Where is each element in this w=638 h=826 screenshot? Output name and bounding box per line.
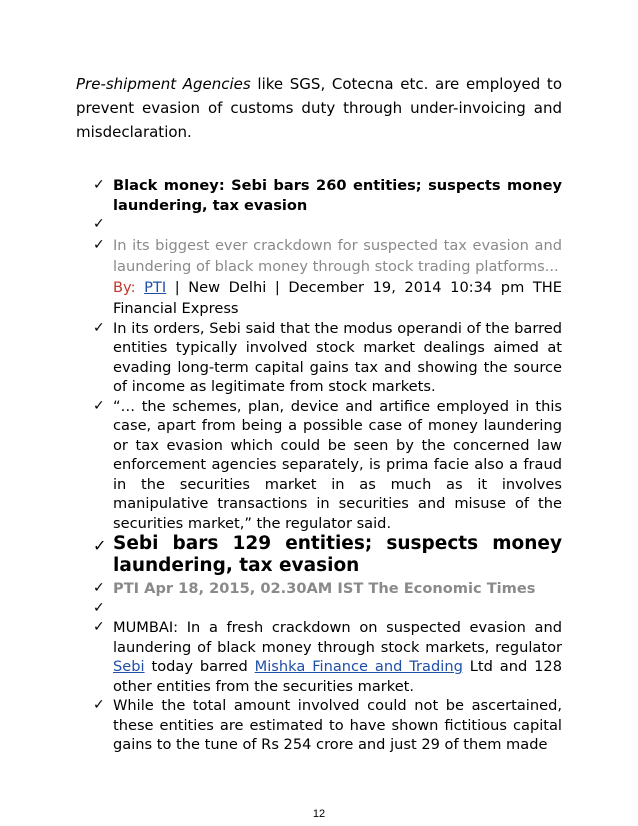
paragraph-2: “… the schemes, plan, device and artifice employed in this case, apart from being a possible case of money laundering or tax evasion which could be seen by the concerned law enforcement agencies separately, is prima facie also a fraud in the securities market in as much as it involves manipulative transactions in securities and misuse of the securities market,” the regulator said. — [113, 397, 562, 532]
paragraph-1: In its orders, Sebi said that the modus operandi of the barred entities typically involved stock market dealings aimed at evading long-term capital gains tax and showing the source of income as legitimate from stock markets. — [113, 319, 562, 395]
page-number: 12 — [312, 808, 326, 820]
byline-author-link[interactable]: PTI — [144, 278, 167, 296]
paragraph-3-part-c: Ltd and 128 other entities from the securities market. — [113, 658, 562, 695]
list-item-paragraph-2 — [93, 397, 562, 534]
intro-italic-term: Pre-shipment Agencies — [76, 75, 251, 93]
headline-2: Sebi bars 129 entities; suspects money laundering, tax evasion — [113, 533, 562, 576]
list-item-paragraph-1 — [93, 319, 562, 397]
byline-text: | New Delhi | December 19, 2014 10:34 pm THE Financial Express — [113, 278, 562, 317]
check-mark-icon: ✓ — [93, 236, 105, 253]
byline-label: By: — [113, 278, 136, 296]
check-mark-icon: ✓ — [93, 319, 105, 336]
list-item-lead — [93, 235, 562, 319]
mishka-finance-link[interactable]: Mishka Finance and Trading — [254, 658, 463, 675]
paragraph-3-part-a: MUMBAI: In a fresh crackdown on suspected evasion and laundering of black money through stock markets, regulator — [113, 619, 562, 656]
check-mark-icon: ✓ — [93, 177, 105, 193]
list-item-headline-1 — [93, 176, 562, 215]
check-mark-icon: ✓ — [93, 599, 105, 616]
check-mark-icon: ✓ — [93, 397, 105, 414]
check-mark-icon: ✓ — [93, 580, 105, 596]
list-item-empty-2 — [93, 599, 562, 619]
list-item-source-2 — [93, 579, 562, 599]
intro-text: like SGS, Cotecna etc. are employed to prevent evasion of customs duty through under-invoicing and misdeclaration. — [76, 75, 562, 141]
intro-paragraph — [76, 72, 562, 144]
paragraph-4: While the total amount involved could not be ascertained, these entities are estimated to have shown fictitious capital gains to the tune of Rs 254 crore and just 29 of them made — [113, 697, 562, 753]
list-item-paragraph-4 — [93, 696, 562, 755]
headline-1: Black money: Sebi bars 260 entities; suspects money laundering, tax evasion — [113, 177, 562, 214]
list-item-paragraph-3 — [93, 618, 562, 696]
check-mark-icon: ✓ — [93, 619, 105, 635]
check-mark-icon: ✓ — [93, 697, 105, 713]
check-mark-icon: ✓ — [93, 216, 105, 232]
list-item-empty-1 — [93, 215, 562, 235]
list-item-headline-2 — [93, 533, 562, 577]
paragraph-3-part-b: today barred — [144, 658, 255, 675]
check-mark-icon: ✓ — [93, 536, 107, 555]
lead-text: In its biggest ever crackdown for suspected tax evasion and laundering of black money through stock trading platforms... — [113, 236, 562, 275]
source-2: PTI Apr 18, 2015, 02.30AM IST The Economic Times — [113, 580, 536, 597]
bullet-list — [93, 176, 562, 755]
sebi-link[interactable]: Sebi — [113, 658, 145, 675]
